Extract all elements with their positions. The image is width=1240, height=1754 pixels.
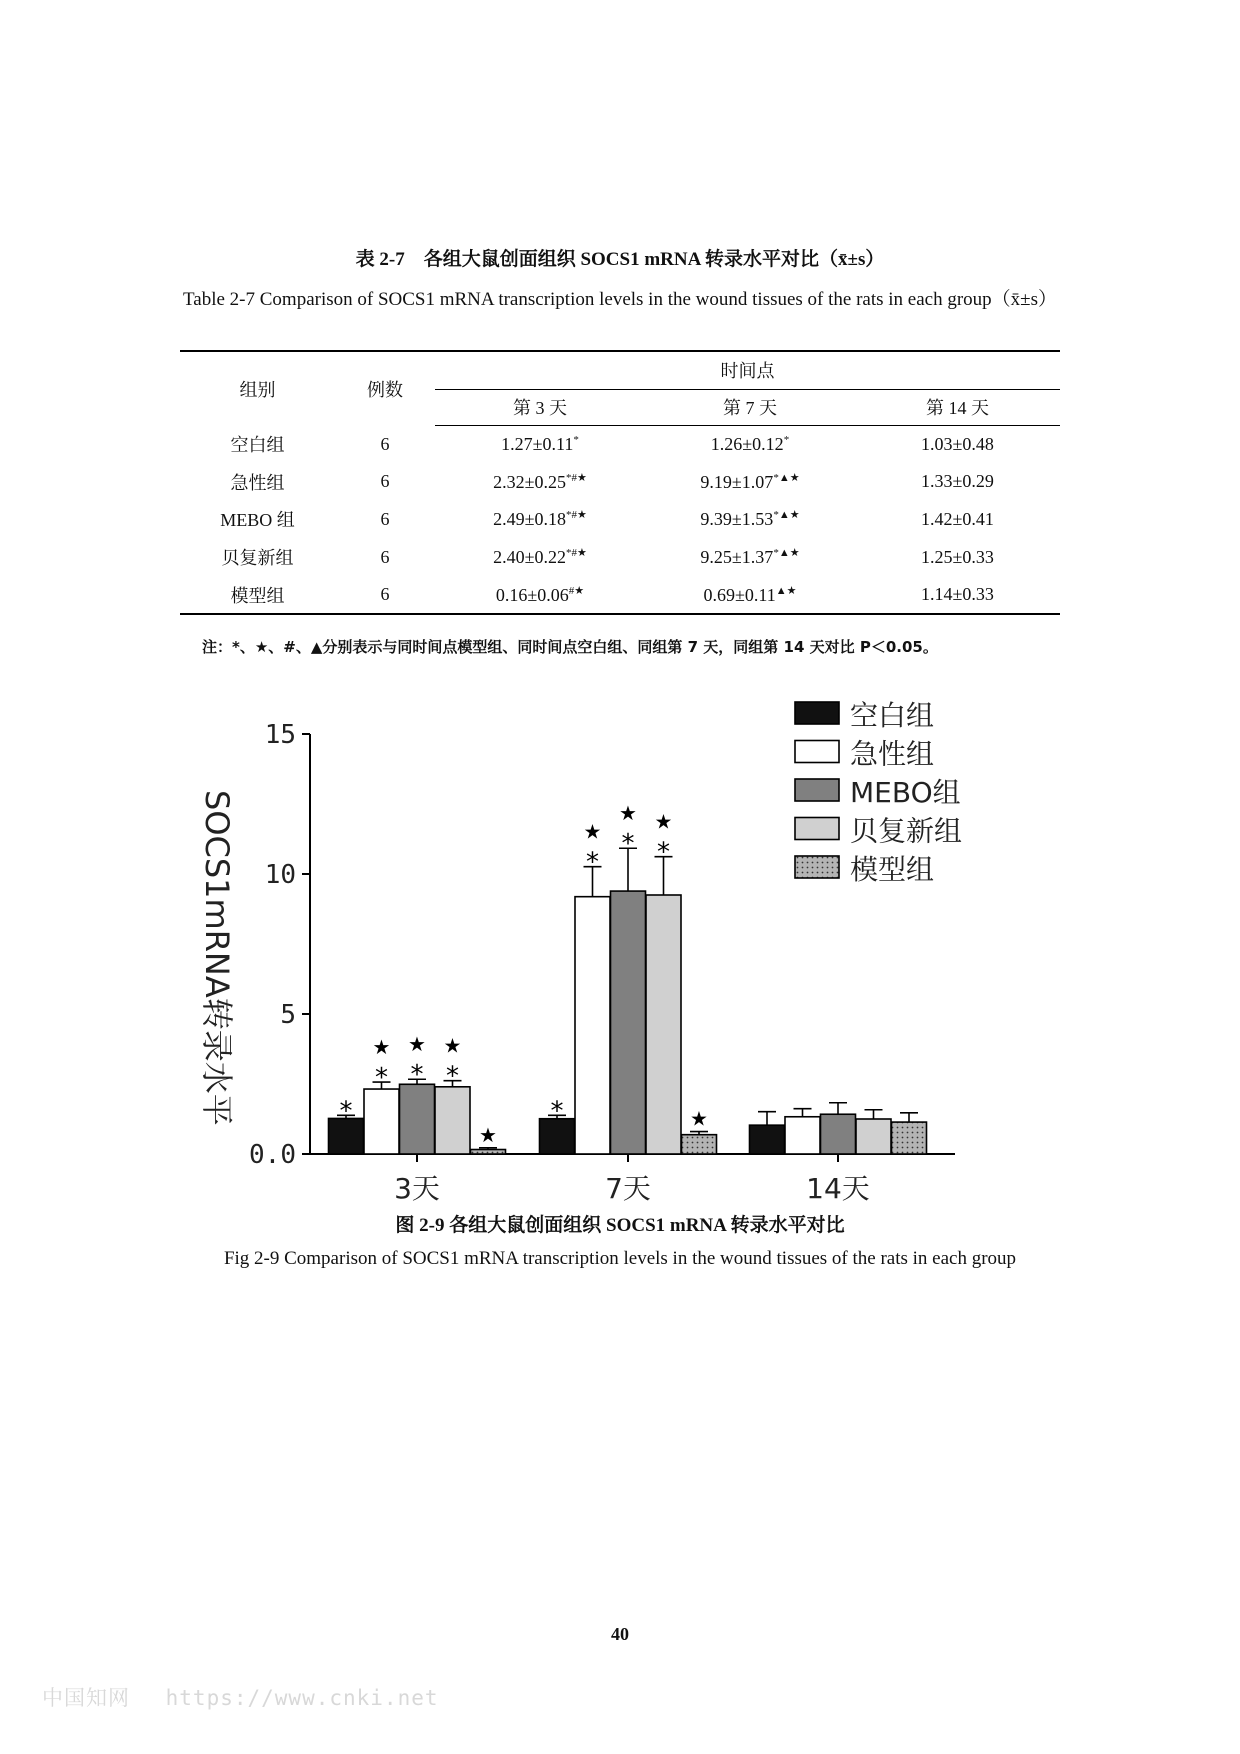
bar-3 (400, 1084, 435, 1154)
asterisk-mark: * (375, 1063, 388, 1094)
cell-day7-value: 0.69±0.11 (703, 584, 776, 605)
cell-group-value: MEBO 组 (220, 510, 295, 531)
significance-marks: *▲★ (773, 471, 800, 484)
significance-marks: *▲★ (773, 547, 800, 560)
cell-group (180, 576, 335, 615)
cell-day14 (855, 425, 1060, 463)
header-timepoint: 时间点 (435, 351, 1060, 389)
x-tick-label: 14天 (806, 1172, 870, 1205)
cell-day3-value: 2.49±0.18 (493, 509, 566, 530)
significance-marks: *#★ (566, 471, 587, 484)
cell-day14-value: 1.42±0.41 (921, 508, 994, 529)
bar-chart (0, 680, 1240, 1210)
table-row (180, 463, 1060, 501)
bar-4 (435, 1087, 470, 1154)
asterisk-mark: * (621, 829, 635, 860)
cell-day3 (435, 576, 645, 615)
cell-day3-value: 0.16±0.06 (495, 584, 569, 605)
bar-5 (471, 1150, 506, 1154)
cell-group (180, 538, 335, 576)
cell-count (335, 501, 435, 539)
significance-marks: *#★ (566, 509, 587, 522)
cell-day14-value: 1.33±0.29 (921, 471, 994, 492)
header-day7: 第 7 天 (645, 389, 855, 425)
asterisk-mark: * (550, 1096, 564, 1127)
header-day3: 第 3 天 (435, 389, 645, 425)
cell-day14 (855, 501, 1060, 539)
star-mark: ★ (654, 809, 673, 834)
cell-count-value: 6 (380, 471, 390, 492)
cell-count (335, 425, 435, 463)
bar-4 (856, 1119, 891, 1154)
table-row (180, 501, 1060, 539)
cell-group-value: 贝复新组 (221, 548, 294, 569)
legend-swatch-2 (795, 741, 839, 763)
cell-group (180, 425, 335, 463)
legend-swatch-1 (795, 702, 839, 724)
legend-label: 模型组 (850, 853, 935, 886)
star-mark: ★ (443, 1033, 462, 1058)
significance-marks: * (573, 433, 579, 446)
page-number: 40 (611, 1624, 629, 1644)
bar-5 (892, 1122, 927, 1154)
y-tick-label: 10 (264, 860, 296, 890)
significance-marks: *#★ (566, 547, 587, 560)
legend-label: 空白组 (850, 699, 935, 732)
cell-day14 (855, 463, 1060, 501)
legend-label: 贝复新组 (850, 814, 963, 848)
cell-day7 (645, 538, 855, 576)
y-tick-label: 15 (264, 720, 296, 750)
cell-day3-value: 2.40±0.22 (493, 547, 566, 568)
cell-group (180, 501, 335, 539)
bar-2 (575, 897, 610, 1154)
bar-3 (611, 891, 646, 1154)
cell-group-value: 模型组 (230, 585, 285, 606)
cell-day7 (645, 425, 855, 463)
cell-count (335, 538, 435, 576)
cell-day3 (435, 425, 645, 463)
cell-day7 (645, 463, 855, 501)
asterisk-mark: * (339, 1096, 353, 1127)
cell-group (180, 463, 335, 501)
table-row (180, 425, 1060, 463)
x-tick-label: 7天 (605, 1172, 651, 1205)
table-row (180, 576, 1060, 615)
x-tick-label: 3天 (394, 1172, 440, 1205)
legend-label: 急性组 (850, 737, 935, 771)
header-day14: 第 14 天 (855, 389, 1060, 425)
asterisk-mark: * (586, 847, 599, 878)
star-mark: ★ (583, 819, 602, 844)
significance-marks: * (783, 433, 790, 446)
results-table (180, 350, 1060, 615)
cell-count-value: 6 (380, 508, 390, 529)
star-mark: ★ (408, 1032, 426, 1057)
watermark: 中国知网 https://www.cnki.net (42, 1686, 439, 1710)
bar-2 (785, 1117, 820, 1154)
significance-marks: ▲★ (775, 584, 797, 597)
table-title-en: Table 2-7 Comparison of SOCS1 mRNA transcription levels in the wound tissues of the rats in each group（x̄±s） (182, 289, 1058, 310)
asterisk-mark: * (410, 1060, 424, 1091)
cell-day3 (435, 463, 645, 501)
figure-caption-en: Fig 2-9 Comparison of SOCS1 mRNA transcription levels in the wound tissues of the rats in each group (223, 1248, 1017, 1269)
cell-count (335, 463, 435, 501)
legend-swatch-4 (795, 818, 839, 840)
cell-count-value: 6 (380, 433, 390, 454)
cell-day7 (645, 501, 855, 539)
cell-day7 (645, 576, 855, 615)
cell-count-value: 6 (380, 546, 390, 567)
bar-5 (682, 1135, 717, 1154)
cell-day7-value: 9.19±1.07 (700, 471, 774, 492)
y-axis-label: SOCS1mRNA转录水平 (198, 790, 236, 1126)
legend-swatch-3 (795, 779, 839, 801)
data-table (180, 350, 1060, 615)
significance-marks: #★ (568, 584, 585, 597)
star-mark: ★ (690, 1106, 708, 1131)
cell-day3 (435, 538, 645, 576)
cell-day3-value: 2.32±0.25 (493, 471, 566, 492)
y-tick-label: 5 (280, 1000, 296, 1030)
table-note: 注：*、★、#、▲分别表示与同时间点模型组、同时间点空白组、同组第 7 天，同组第 14 天对比 P＜0.05。 (202, 638, 938, 656)
significance-marks: *▲★ (773, 509, 800, 522)
figure-caption-cn: 图 2-9 各组大鼠创面组织 SOCS1 mRNA 转录水平对比 (395, 1215, 845, 1236)
cell-day14-value: 1.14±0.33 (921, 584, 994, 605)
cell-count (335, 576, 435, 615)
cell-day7-value: 9.39±1.53 (700, 509, 774, 530)
star-mark: ★ (479, 1122, 497, 1147)
header-count: 例数 (335, 351, 435, 425)
cell-day3 (435, 501, 645, 539)
asterisk-mark: * (657, 837, 670, 868)
bar-3 (821, 1114, 856, 1154)
asterisk-mark: * (446, 1061, 459, 1092)
cell-day7-value: 1.26±0.12 (710, 433, 784, 454)
cell-day7-value: 9.25±1.37 (700, 547, 774, 568)
cell-day14-value: 1.03±0.48 (921, 433, 994, 454)
table-row (180, 538, 1060, 576)
legend-swatch-5 (795, 856, 839, 878)
cell-group-value: 急性组 (230, 472, 285, 493)
cell-day3-value: 1.27±0.11 (501, 433, 574, 454)
header-group: 组别 (180, 351, 335, 425)
legend-label: MEBO组 (850, 776, 961, 809)
star-mark: ★ (372, 1035, 391, 1060)
cell-day14-value: 1.25±0.33 (921, 546, 994, 567)
table-title-cn: 表 2-7 各组大鼠创面组织 SOCS1 mRNA 转录水平对比（x̄±s） (355, 249, 885, 270)
bar-2 (364, 1089, 399, 1154)
cell-day14 (855, 538, 1060, 576)
cell-group-value: 空白组 (230, 435, 285, 456)
cell-count-value: 6 (380, 584, 390, 605)
bar-1 (750, 1125, 785, 1154)
cell-day14 (855, 576, 1060, 615)
star-mark: ★ (619, 801, 637, 826)
y-tick-label: 0.0 (249, 1140, 296, 1170)
bar-4 (646, 895, 681, 1154)
